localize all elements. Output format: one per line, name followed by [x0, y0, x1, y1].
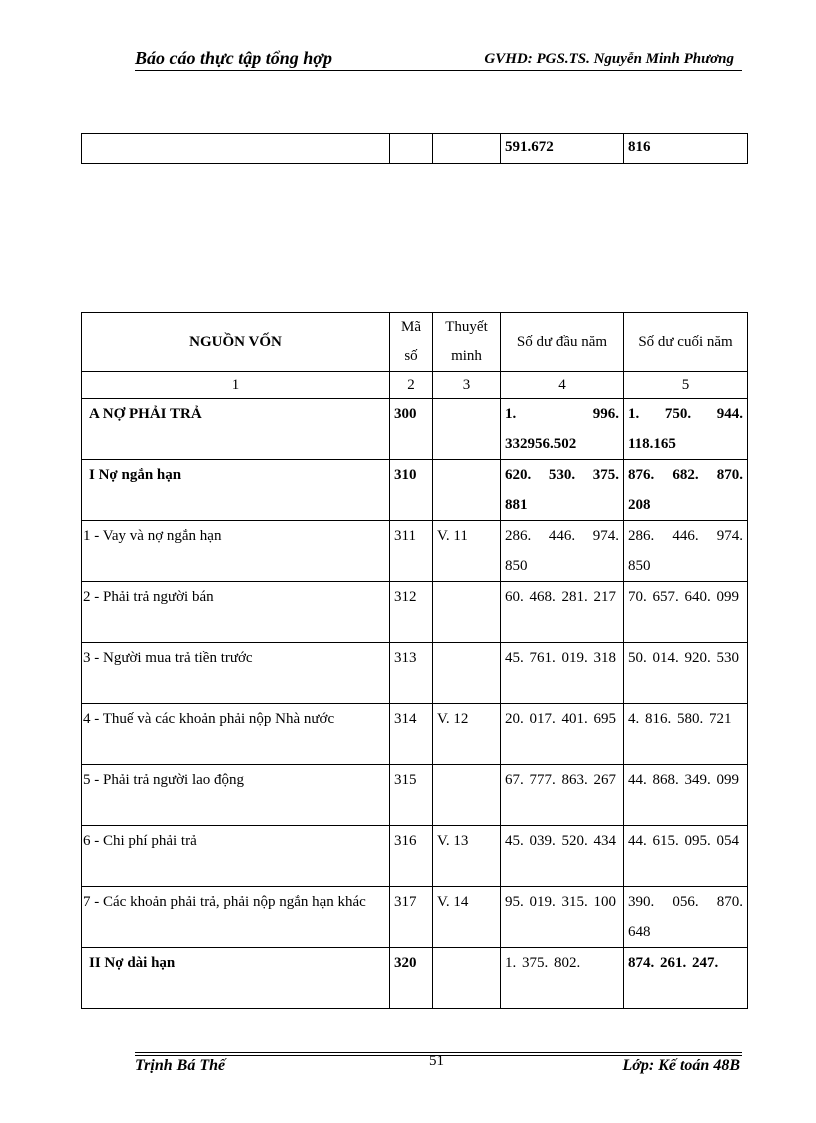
cell-end: 816 [624, 134, 748, 164]
cell-end: 50. 014. 920. 530 [624, 643, 748, 704]
liabilities-table [81, 312, 748, 1009]
table-row [82, 582, 748, 643]
page-number: 51 [429, 1053, 444, 1069]
cell-note: V. 12 [433, 704, 501, 765]
page-footer [135, 1052, 742, 1074]
table-row [82, 948, 748, 1009]
cell-begin: 67. 777. 863. 267 [501, 765, 624, 826]
header-code: Mã số [390, 313, 433, 372]
index-cell: 4 [501, 372, 624, 399]
cell-begin: 1. 996. 332956.502 [501, 399, 624, 460]
cell-begin: 45. 761. 019. 318 [501, 643, 624, 704]
table-row [82, 460, 748, 521]
cell-name: II Nợ dài hạn [82, 948, 390, 1009]
cell-note [433, 582, 501, 643]
cell-code: 311 [390, 521, 433, 582]
header-begin: Số dư đầu năm [501, 313, 624, 372]
header-row [82, 313, 748, 372]
cell-end: 70. 657. 640. 099 [624, 582, 748, 643]
index-row [82, 372, 748, 399]
cell-end: 44. 868. 349. 099 [624, 765, 748, 826]
cell-name: 7 - Các khoản phải trả, phải nộp ngắn hạn khác [82, 887, 390, 948]
table-row [82, 521, 748, 582]
cell-end: 876. 682. 870. 208 [624, 460, 748, 521]
cell-end: 4. 816. 580. 721 [624, 704, 748, 765]
cell-begin: 1. 375. 802. [501, 948, 624, 1009]
table-row [82, 765, 748, 826]
author-name: Trịnh Bá Thế [135, 1057, 226, 1074]
index-cell: 3 [433, 372, 501, 399]
page-header [135, 48, 742, 71]
cell-name: 6 - Chi phí phải trả [82, 826, 390, 887]
table-row [82, 826, 748, 887]
cell-note: V. 11 [433, 521, 501, 582]
cell-code: 316 [390, 826, 433, 887]
cell-begin: 95. 019. 315. 100 [501, 887, 624, 948]
report-title: Báo cáo thực tập tổng hợp [135, 48, 332, 68]
cell-note [433, 134, 501, 164]
cell-begin: 286. 446. 974. 850 [501, 521, 624, 582]
cell-end: 874. 261. 247. [624, 948, 748, 1009]
cell-code: 310 [390, 460, 433, 521]
cell-name: 1 - Vay và nợ ngắn hạn [82, 521, 390, 582]
header-note: Thuyết minh [433, 313, 501, 372]
cell-name: I Nợ ngắn hạn [82, 460, 390, 521]
cell-note: V. 14 [433, 887, 501, 948]
table-row [82, 643, 748, 704]
cell-begin: 620. 530. 375. 881 [501, 460, 624, 521]
cell-name [82, 134, 390, 164]
cell-note [433, 765, 501, 826]
cell-end: 44. 615. 095. 054 [624, 826, 748, 887]
cell-name: 3 - Người mua trả tiền trước [82, 643, 390, 704]
header-end: Số dư cuối năm [624, 313, 748, 372]
cell-code: 315 [390, 765, 433, 826]
class-label: Lớp: Kế toán 48B [622, 1057, 740, 1074]
header-source: NGUỒN VỐN [82, 313, 390, 372]
table-row [82, 887, 748, 948]
cell-end: 1. 750. 944. 118.165 [624, 399, 748, 460]
cell-begin: 60. 468. 281. 217 [501, 582, 624, 643]
cell-begin: 20. 017. 401. 695 [501, 704, 624, 765]
cell-name: A NỢ PHẢI TRẢ [82, 399, 390, 460]
cell-end: 390. 056. 870. 648 [624, 887, 748, 948]
cell-code: 312 [390, 582, 433, 643]
cell-note: V. 13 [433, 826, 501, 887]
cell-note [433, 643, 501, 704]
index-cell: 1 [82, 372, 390, 399]
cell-name: 2 - Phải trả người bán [82, 582, 390, 643]
cell-code [390, 134, 433, 164]
cell-code: 313 [390, 643, 433, 704]
cell-begin: 45. 039. 520. 434 [501, 826, 624, 887]
cell-note [433, 399, 501, 460]
index-cell: 5 [624, 372, 748, 399]
cell-note [433, 948, 501, 1009]
cell-name: 4 - Thuế và các khoản phải nộp Nhà nước [82, 704, 390, 765]
cell-end: 286. 446. 974. 850 [624, 521, 748, 582]
continuation-table [81, 133, 748, 164]
table-row [82, 399, 748, 460]
supervisor-label: GVHD: PGS.TS. Nguyễn Minh Phương [484, 51, 734, 67]
table-row [82, 134, 748, 164]
cell-note [433, 460, 501, 521]
index-cell: 2 [390, 372, 433, 399]
cell-code: 320 [390, 948, 433, 1009]
cell-code: 300 [390, 399, 433, 460]
cell-name: 5 - Phải trả người lao động [82, 765, 390, 826]
cell-code: 317 [390, 887, 433, 948]
cell-begin: 591.672 [501, 134, 624, 164]
cell-code: 314 [390, 704, 433, 765]
table-row [82, 704, 748, 765]
